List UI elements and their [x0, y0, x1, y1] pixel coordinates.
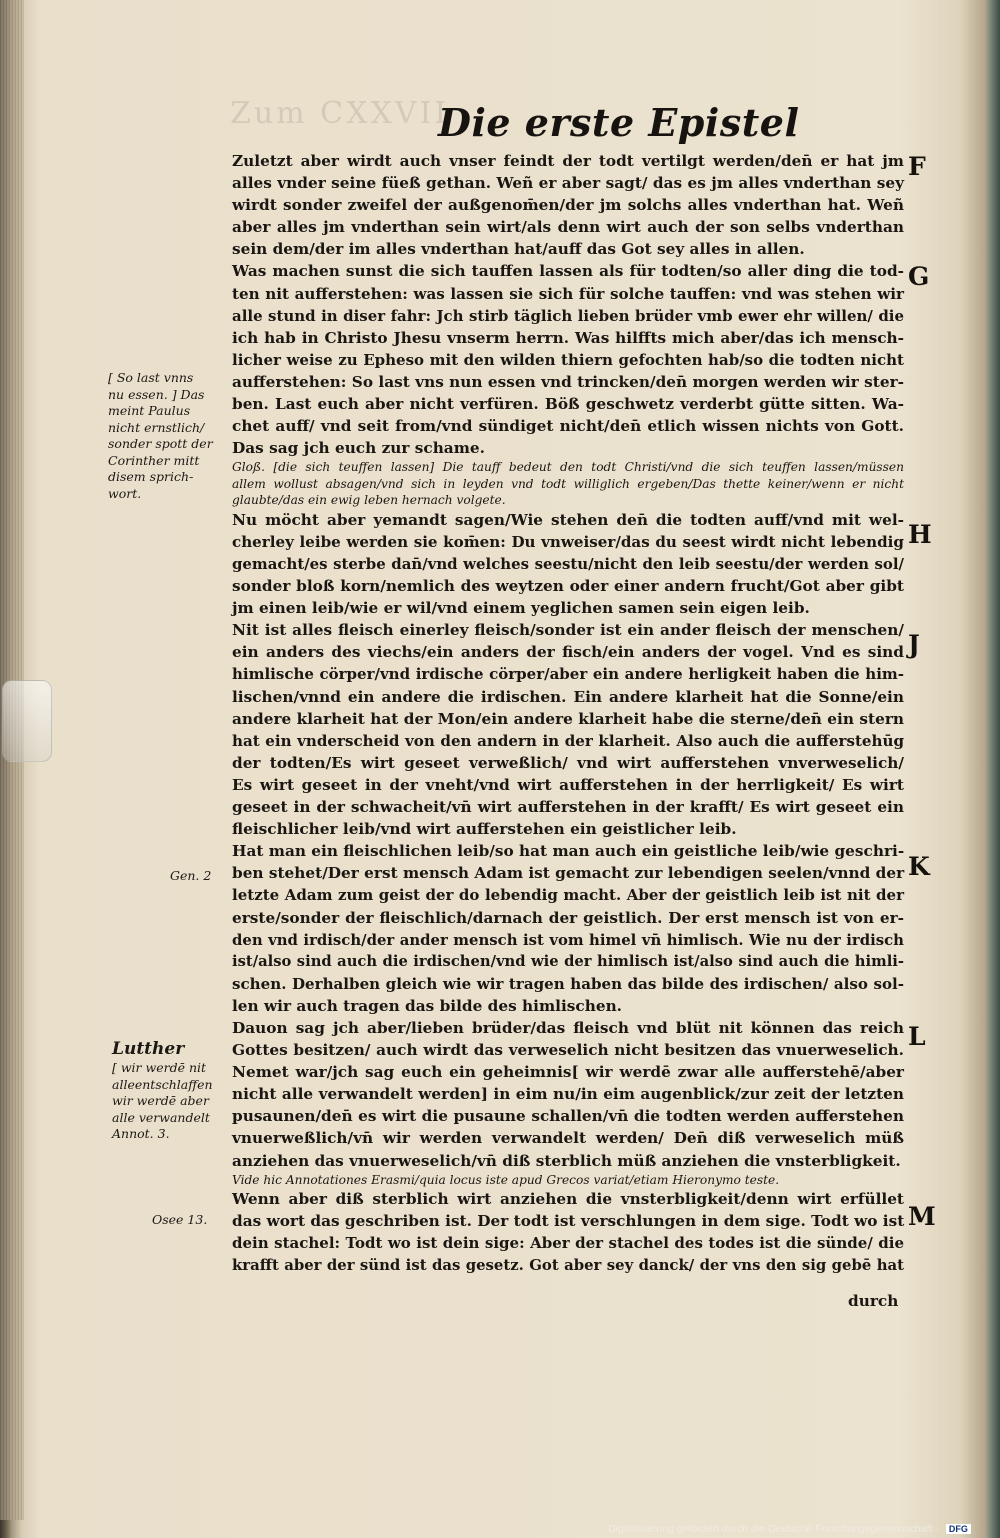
text-line: ist/also sind auch die irdischen/vnd wie der himlisch ist/also sind auch die himli-	[232, 952, 904, 970]
text-line: Nu möcht aber yemandt sagen/Wie stehen den̄ die todten auff/vnd mit wel-	[232, 510, 904, 529]
text-line: ten nit aufferstehen: was lassen sie sich für solche tauffen: vnd was stehen wir	[232, 284, 904, 303]
margin-note-line: [ wir werdē nit	[112, 1060, 207, 1075]
text-line: dein stachel: Todt wo ist dein sige: Aber der stachel des todes ist die sünde/ die	[232, 1234, 904, 1253]
margin-note-line: nicht ernstlich/	[108, 419, 205, 435]
bleed-through-text: Zum CXXVII	[230, 96, 450, 131]
text-line: aber alles jm vnderthan sein wirt/als denn wirt auch der son selbs vnderthan	[232, 218, 904, 237]
text-line: krafft aber der sünd ist das gesetz. Got aber sey danck/ der vns den sig gebē hat	[232, 1256, 904, 1275]
text-line: alle stund in diser fahr: Jch stirb täglich lieben brüder vmb ewer ehr willen/ die	[232, 306, 904, 325]
footer-text: Digitalisierung gefördert durch die Deutsche Forschungsgemeinschaft ·	[608, 1523, 939, 1535]
section-letter: J	[908, 630, 920, 659]
text-line: Es wirt geseet in der vneht/vnd wirt aufferstehen in der herrligkeit/ Es wirt	[232, 775, 904, 794]
text-line: vnuerweßlich/vn̄ wir werden verwandelt werden/ Den̄ diß verweselich müß	[232, 1129, 904, 1148]
gloss-line: Gloß. [die sich teuffen lassen] Die tauff bedeut den todt Christi/vnd die sich teuffen lassen/müssen	[232, 460, 904, 475]
body-text	[232, 150, 904, 1277]
section-letter: H	[908, 520, 932, 549]
text-line: Hat man ein fleischlichen leib/so hat man auch ein geistliche leib/wie geschri-	[232, 842, 905, 861]
gloss-line: Vide hic Annotationes Erasmi/quia locus iste apud Grecos variat/etiam Hieronymo teste.	[232, 1172, 780, 1187]
text-line: sein dem/der im alles vnderthan hat/auff das Got sey alles in allen.	[232, 240, 805, 259]
text-line: Nit ist alles fleisch einerley fleisch/sonder ist ein ander fleisch der menschen/	[232, 621, 904, 640]
margin-note-luther	[112, 1038, 230, 1143]
text-line: lischen/vnnd ein andere die irdischen. Ein andere klarheit hat die Sonne/ein	[232, 687, 904, 706]
text-line: Nemet war/jch sag euch ein geheimnis[ wir werdē zwar alle aufferstehē/aber	[232, 1063, 904, 1082]
text-line: ein anders des viechs/ein anders der fisch/ein anders der vogel. Vnd es sind	[232, 643, 904, 662]
margin-note-line: Annot. 3.	[112, 1126, 170, 1141]
text-line: aufferstehen: So last vns nun essen vnd trincken/den̄ morgen werden wir ster-	[232, 372, 904, 391]
section-letter: G	[908, 262, 930, 291]
text-line: andere klarheit hat der Mon/ein andere klarheit habe die sterne/den̄ ein stern	[232, 709, 904, 728]
text-line: licher weise zu Epheso mit den wilden thiern gefochten hab/so die todten nicht	[232, 350, 904, 369]
margin-note-line: wir werdē aber	[112, 1093, 209, 1108]
page-header	[0, 100, 1000, 150]
margin-note-reference	[152, 1212, 270, 1229]
text-line: ich hab in Christo Jhesu vnserm herrn. Was hilffts mich aber/das ich mensch-	[232, 328, 904, 347]
text-line: cherley leibe werden sie kom̄en: Du vnweiser/das du seest wirdt nicht lebendig	[232, 532, 904, 551]
text-line: anziehen das vnuerweselich/vn̄ diß sterblich müß anziehen die vnsterbligkeit.	[232, 1151, 901, 1170]
margin-note-line: Corinther mitt	[108, 452, 200, 468]
margin-note-reference	[170, 868, 288, 885]
binding-clip	[2, 680, 52, 762]
text-line: ben. Last euch aber nicht verfüren. Böß geschwetz verderbt gütte sitten. Wa-	[232, 395, 904, 414]
margin-note-line: alle verwandelt	[112, 1109, 210, 1125]
margin-note-line: nu essen. ] Das	[108, 386, 205, 402]
gloss-block	[232, 459, 904, 476]
text-line: pusaunen/den̄ es wirt die pusaune schallen/vn̄ die todten werden aufferstehen	[232, 1107, 904, 1126]
text-line: schen. Derhalben gleich wie wir tragen haben das bilde des irdischen/ also sol-	[232, 974, 904, 993]
section-letter: L	[908, 1022, 926, 1051]
margin-note-line: wort.	[108, 485, 142, 501]
text-line: Das sag jch euch zur schame.	[232, 439, 485, 458]
margin-note-line: sonder spott der	[108, 436, 213, 451]
text-line: fleischlicher leib/vnd wirt aufferstehen ein geistlicher leib.	[232, 820, 737, 839]
gloss-line: glaubte/das ein ewig leben hernach volgete.	[232, 493, 506, 508]
text-line: Was machen sunst die sich tauffen lassen als für todten/so aller ding die tod-	[232, 262, 904, 281]
dfg-logo: DFG	[946, 1524, 971, 1534]
section-letter: F	[908, 152, 926, 181]
margin-note-gloss	[108, 370, 226, 502]
text-line: gemacht/es sterbe dan̄/vnd welches seestu/nicht den leib seestu/der werden sol/	[232, 555, 904, 573]
gloss-block	[232, 476, 904, 493]
text-line: chet auff/ vnd seit from/vnd sündiget nicht/den̄ etlich wissen nichts von Gott.	[232, 417, 904, 436]
text-line: jm einen leib/wie er wil/vnd einem yeglichen samen sein eigen leib.	[232, 599, 810, 618]
text-line: der todten/Es wirt geseet verweßlich/ vnd wirt aufferstehen vnverweselich/	[232, 753, 904, 772]
gloss-line: allem wollust absagen/vnd sich in leyden vnd todt williglich ergeben/Das thette keiner/wenn er nicht	[232, 476, 904, 491]
text-line: alles vnder seine füeß gethan. Weñ er aber sagt/ das es jm alles vnderthan sey	[232, 174, 904, 193]
text-line: Wenn aber diß sterblich wirt anziehen die vnsterbligkeit/denn wirt erfüllet	[232, 1190, 904, 1209]
text-line: den vnd irdisch/der ander mensch ist vom himel vn̄ himlisch. Wie nu der irdisch	[232, 930, 904, 949]
text-line: nicht alle verwandelt werden] in eim nu/in eim augenblick/zur zeit der letzten	[232, 1085, 904, 1104]
text-line: hat ein vnderscheid von den andern in der klarheit. Also auch die aufferstehūg	[232, 731, 904, 750]
text-line: himlische cörper/vnd irdische cörper/aber ein andere herligkeit haben die him-	[232, 665, 904, 684]
catchword: durch	[848, 1292, 899, 1310]
text-line: sonder bloß korn/nemlich des weytzen oder einer andern frucht/Got aber gibt	[232, 577, 904, 596]
text-line: letzte Adam zum geist der do lebendig macht. Aber der geistlich leib ist nit der	[232, 886, 904, 905]
text-line: wirdt sonder zweifel der außgenom̄en/der jm solchs alles vnderthan hat. Weñ	[232, 196, 904, 215]
margin-note-line: disem sprich-	[108, 469, 194, 484]
text-line: Dauon sag jch aber/lieben brüder/das fleisch vnd blüt nit können das reich	[232, 1018, 904, 1037]
text-line: geseet in der schwacheit/vn̄ wirt aufferstehen in der krafft/ Es wirt geseet ein	[232, 798, 904, 817]
section-letter: K	[908, 852, 930, 881]
text-line: len wir auch tragen das bilde des himlischen.	[232, 996, 623, 1015]
margin-note-line: Osee 13.	[152, 1212, 208, 1227]
text-line: Gottes besitzen/ auch wirdt das verweselich nicht besitzen das vnuerweselich.	[232, 1041, 904, 1060]
section-letter: M	[908, 1202, 936, 1231]
footer-credit	[608, 1523, 971, 1535]
margin-note-line: meint Paulus	[108, 403, 191, 418]
margin-note-line: Gen. 2	[170, 868, 212, 883]
margin-note-heading: Lutther	[112, 1039, 185, 1059]
text-line: Zuletzt aber wirdt auch vnser feindt der todt vertilgt werden/den̄ er hat jm	[232, 152, 904, 170]
page-title: Die erste Epistel	[438, 100, 800, 145]
gloss-block	[232, 492, 904, 509]
margin-note-line: alleentschlaffen	[112, 1076, 213, 1092]
text-line: ben stehet/Der erst mensch Adam ist gemacht zur lebendigen seelen/vnnd der	[232, 864, 905, 883]
gloss-block	[232, 1172, 904, 1189]
text-line: erste/sonder der fleischlich/darnach der geistlich. Der erst mensch ist von er-	[232, 908, 904, 927]
text-line: das wort das geschriben ist. Der todt ist verschlungen in dem sige. Todt wo ist	[232, 1212, 905, 1231]
margin-note-line: [ So last vnns	[108, 370, 194, 385]
